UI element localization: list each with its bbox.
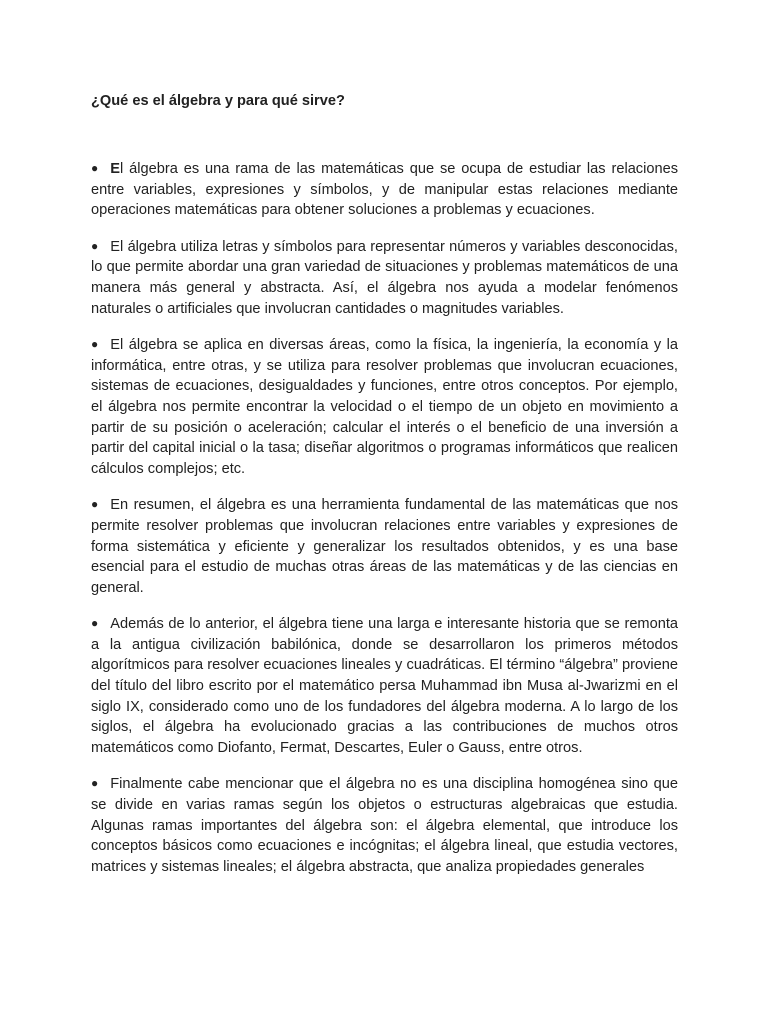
paragraph-1	[91, 158, 678, 221]
paragraph-text: Además de lo anterior, el álgebra tiene una larga e interesante historia que se remonta a la antigua civilización babilónica, donde se desarrollaron los primeros métodos algorítmicos para resolver ecuaciones lineales y cuadráticas. El término “álgebra” proviene del título del libro escrito por el matemático persa Muhammad ibn Musa al-Jwarizmi en el siglo IX, considerado como uno de los fundadores del álgebra moderna. A lo largo de los siglos, el álgebra ha evolucionado gracias a las contribuciones de muchos otros matemáticos como Diofanto, Fermat, Descartes, Euler o Gauss, entre otros.	[91, 616, 678, 756]
bullet-icon: ●	[91, 238, 99, 253]
bullet-icon: ●	[91, 776, 99, 791]
paragraph-5	[91, 613, 678, 758]
paragraph-3	[91, 334, 678, 479]
page-title: ¿Qué es el álgebra y para qué sirve?	[91, 93, 345, 109]
bullet-icon: ●	[91, 337, 99, 352]
paragraph-4	[91, 494, 678, 598]
paragraph-text: l álgebra es una rama de las matemáticas que se ocupa de estudiar las relaciones entre variables, expresiones y símbolos, y de manipular estas relaciones mediante operaciones matemáticas para obtener soluciones a problemas y ecuaciones.	[91, 161, 678, 219]
paragraph-text: El álgebra utiliza letras y símbolos para representar números y variables desconocidas, lo que permite abordar una gran variedad de situaciones y problemas matemáticos de una manera más general y abstracta. Así, el álgebra nos ayuda a modelar fenómenos naturales o artificiales que involucran cantidades o magnitudes variables.	[91, 238, 678, 317]
document-body	[91, 158, 678, 892]
paragraph-lead-letter: E	[110, 161, 120, 177]
paragraph-text: En resumen, el álgebra es una herramienta fundamental de las matemáticas que nos permite resolver problemas que involucran relaciones entre variables y expresiones de forma sistemática y eficiente y generalizar los resultados obtenidos, y es una base esencial para el estudio de muchas otras áreas de las matemáticas y de las ciencias en general.	[91, 497, 678, 596]
bullet-icon: ●	[91, 497, 99, 512]
paragraph-2	[91, 236, 678, 319]
paragraph-6	[91, 773, 678, 877]
bullet-icon: ●	[91, 616, 99, 631]
bullet-icon: ●	[91, 161, 99, 175]
paragraph-text: Finalmente cabe mencionar que el álgebra no es una disciplina homogénea sino que se divide en varias ramas según los objetos o estructuras algebraicas que estudia. Algunas ramas importantes del álgebra son: el álgebra elemental, que introduce los conceptos básicos como ecuaciones e incógnitas; el álgebra lineal, que estudia vectores, matrices y sistemas lineales; el álgebra abstracta, que analiza propiedades generales	[91, 776, 678, 875]
paragraph-text: El álgebra se aplica en diversas áreas, como la física, la ingeniería, la economía y la informática, entre otras, y se utiliza para resolver problemas que involucran ecuaciones, sistemas de ecuaciones, desigualdades y funciones, entre otros conceptos. Por ejemplo, el álgebra nos permite encontrar la velocidad o el tiempo de un objeto en movimiento a partir de su posición o aceleración; calcular el interés o el beneficio de una inversión a partir del capital inicial o la tasa; diseñar algoritmos o programas informáticos que realicen cálculos complejos; etc.	[91, 337, 678, 477]
